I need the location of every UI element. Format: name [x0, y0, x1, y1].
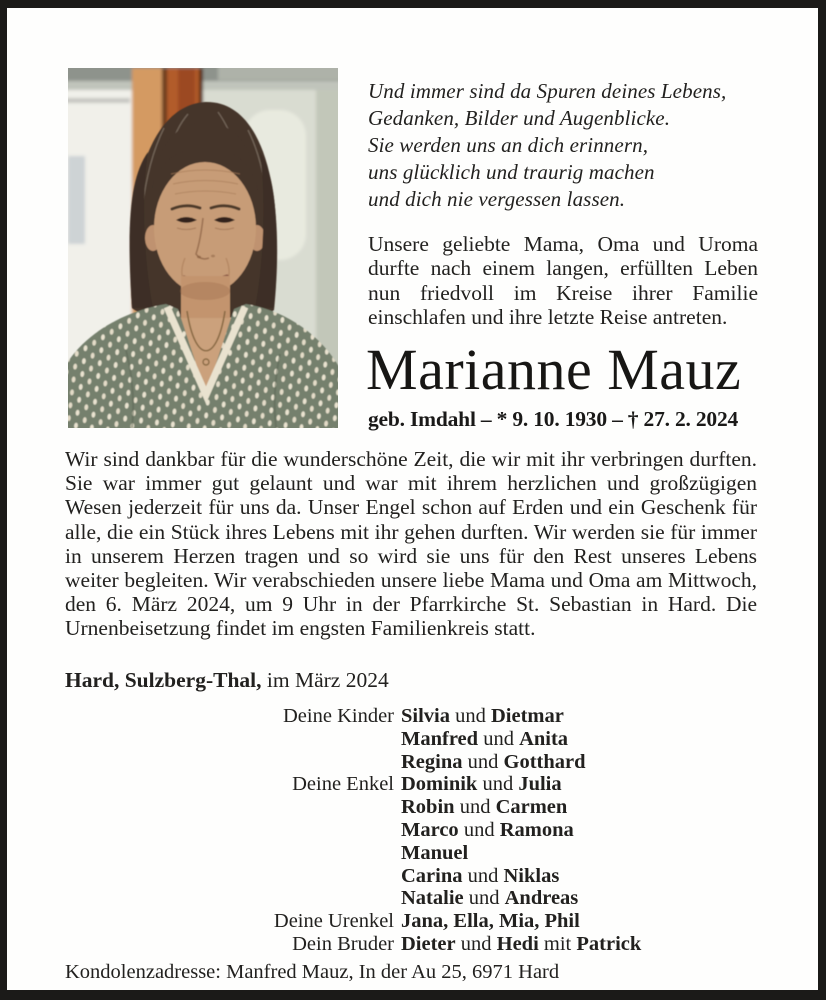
- family-relation-label: [63, 796, 394, 819]
- condolence-line: Kondolenzadresse: Manfred Mauz, In der Au 25, 6971 Hard: [65, 961, 560, 983]
- family-relation-label: Deine Kinder: [283, 705, 394, 727]
- family-relation-label: [63, 728, 394, 751]
- family-names: Natalie und Andreas: [401, 887, 579, 910]
- poem-line: uns glücklich und traurig machen: [368, 160, 655, 184]
- family-names: Dieter und Hedi mit Patrick: [401, 932, 642, 955]
- family-names: Manuel: [401, 841, 469, 864]
- family-names: Robin und Carmen: [401, 796, 568, 819]
- family-relation-label: [63, 819, 394, 842]
- obituary-card: [7, 8, 818, 990]
- poem-line: Gedanken, Bilder und Augenblicke.: [368, 106, 671, 130]
- family-list: [63, 705, 641, 956]
- face: [154, 162, 256, 294]
- family-relation-label: Dein Bruder: [292, 932, 394, 955]
- family-names: Marco und Ramona: [401, 818, 574, 841]
- birth-death-line: geb. Imdahl – * 9. 10. 1930 – † 27. 2. 2024: [368, 407, 739, 431]
- poem-line: und dich nie vergessen lassen.: [368, 187, 626, 211]
- poem-line: Sie werden uns an dich erinnern,: [368, 133, 649, 157]
- deceased-name: Marianne Mauz: [366, 337, 742, 402]
- dateline-date: im März 2024: [261, 668, 389, 692]
- portrait-photo: [68, 68, 338, 428]
- poem-line: Und immer sind da Spuren deines Lebens,: [368, 79, 727, 103]
- family-names: Dominik und Julia: [401, 773, 562, 796]
- dateline: [65, 668, 389, 693]
- family-names: Manfred und Anita: [401, 727, 569, 750]
- memorial-poem: [368, 78, 768, 213]
- family-relation-label: [63, 887, 394, 910]
- dateline-place: Hard, Sulzberg-Thal,: [65, 668, 262, 692]
- obituary-text: Wir sind dankbar für die wunderschöne Zeit, die wir mit ihr verbringen durften. Sie war immer gut gelaunt und war mit ihrem herzlichen und großzügigen Wesen jederzeit für uns da. Unser Engel schon auf Erden und ein Geschenk für alle, die ein Stück ihres Lebens mit ihr gehen durften. Wir werden sie für immer in unserem Herzen tragen und so wird sie uns für den Rest unseres Lebens weiter begleiten. Wir verabschieden unsere liebe Mama und Oma am Mittwoch, den 6. März 2024, um 9 Uhr in der Pfarrkirche St. Sebastian in Hard. Die Urnenbeisetzung findet im engsten Familienkreis statt.: [65, 447, 757, 641]
- family-relation-label: Deine Enkel: [292, 773, 394, 796]
- family-relation-label: [63, 842, 394, 865]
- family-relation-label: [63, 751, 394, 774]
- family-names: Carina und Niklas: [401, 864, 560, 887]
- family-names: Regina und Gotthard: [401, 750, 586, 773]
- family-relation-label: [63, 865, 394, 888]
- family-names: Silvia und Dietmar: [401, 705, 564, 727]
- family-relation-label: Deine Urenkel: [273, 910, 394, 933]
- intro-paragraph: Unsere geliebte Mama, Oma und Uroma durfte nach einem langen, erfüllten Leben nun friedvoll im Kreise ihrer Familie einschlafen und ihre letzte Reise antreten.: [368, 232, 758, 329]
- family-names: Jana, Ella, Mia, Phil: [401, 910, 580, 933]
